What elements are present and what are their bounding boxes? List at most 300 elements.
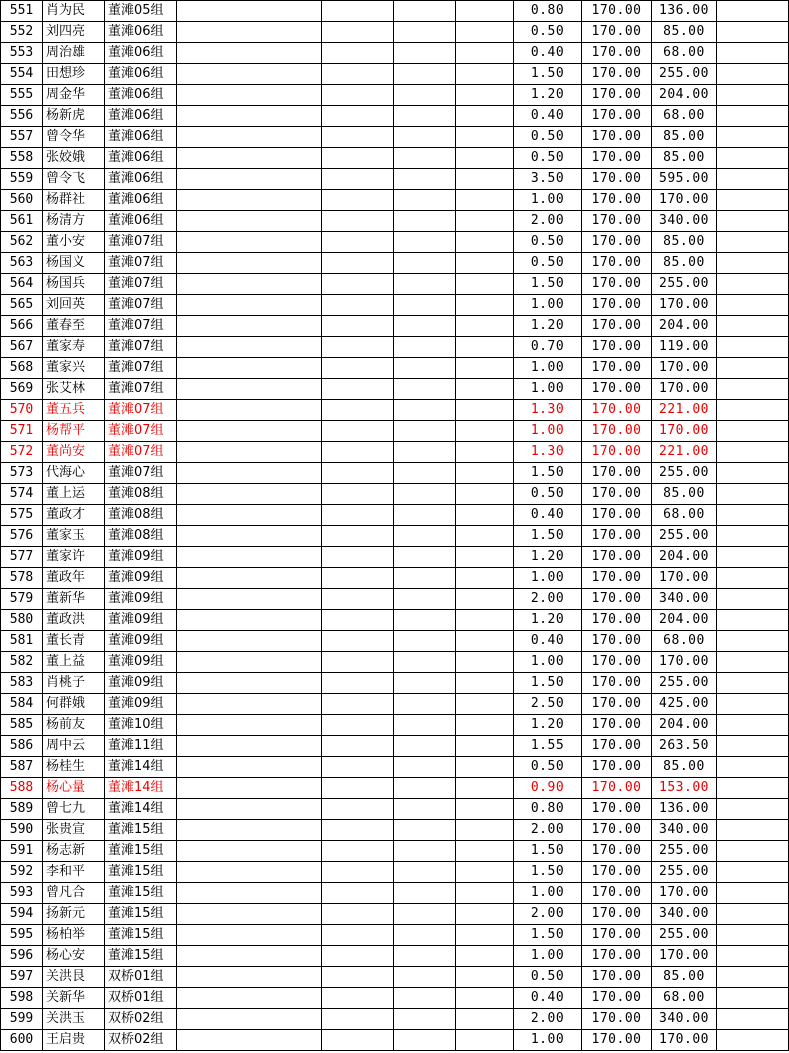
- row-number-cell[interactable]: 590: [1, 820, 43, 841]
- empty-cell[interactable]: [717, 421, 789, 442]
- amount-cell[interactable]: 170.00: [652, 652, 717, 673]
- name-cell[interactable]: 李和平: [43, 862, 105, 883]
- amount-cell[interactable]: 68.00: [652, 631, 717, 652]
- name-cell[interactable]: 杨心安: [43, 946, 105, 967]
- row-number-cell[interactable]: 599: [1, 1009, 43, 1030]
- rate-cell[interactable]: 170.00: [582, 127, 652, 148]
- name-cell[interactable]: 杨柏举: [43, 925, 105, 946]
- empty-cell[interactable]: [717, 610, 789, 631]
- empty-cell[interactable]: [456, 904, 514, 925]
- group-cell[interactable]: 董滩08组: [105, 505, 177, 526]
- rate-cell[interactable]: 170.00: [582, 400, 652, 421]
- amount-cell[interactable]: 170.00: [652, 295, 717, 316]
- empty-cell[interactable]: [177, 211, 322, 232]
- area-cell[interactable]: 1.20: [514, 316, 582, 337]
- name-cell[interactable]: 杨前友: [43, 715, 105, 736]
- row-number-cell[interactable]: 562: [1, 232, 43, 253]
- empty-cell[interactable]: [456, 883, 514, 904]
- row-number-cell[interactable]: 594: [1, 904, 43, 925]
- rate-cell[interactable]: 170.00: [582, 1030, 652, 1051]
- area-cell[interactable]: 2.50: [514, 694, 582, 715]
- rate-cell[interactable]: 170.00: [582, 106, 652, 127]
- empty-cell[interactable]: [177, 400, 322, 421]
- empty-cell[interactable]: [394, 1, 456, 22]
- empty-cell[interactable]: [177, 778, 322, 799]
- area-cell[interactable]: 0.50: [514, 253, 582, 274]
- empty-cell[interactable]: [717, 631, 789, 652]
- empty-cell[interactable]: [322, 841, 394, 862]
- amount-cell[interactable]: 170.00: [652, 358, 717, 379]
- name-cell[interactable]: 王启贵: [43, 1030, 105, 1051]
- group-cell[interactable]: 董滩15组: [105, 841, 177, 862]
- name-cell[interactable]: 肖桃子: [43, 673, 105, 694]
- area-cell[interactable]: 1.00: [514, 946, 582, 967]
- rate-cell[interactable]: 170.00: [582, 1, 652, 22]
- empty-cell[interactable]: [394, 967, 456, 988]
- area-cell[interactable]: 0.50: [514, 127, 582, 148]
- empty-cell[interactable]: [322, 694, 394, 715]
- group-cell[interactable]: 董滩07组: [105, 379, 177, 400]
- amount-cell[interactable]: 340.00: [652, 589, 717, 610]
- empty-cell[interactable]: [717, 43, 789, 64]
- amount-cell[interactable]: 170.00: [652, 946, 717, 967]
- area-cell[interactable]: 1.50: [514, 673, 582, 694]
- empty-cell[interactable]: [177, 421, 322, 442]
- rate-cell[interactable]: 170.00: [582, 379, 652, 400]
- rate-cell[interactable]: 170.00: [582, 652, 652, 673]
- empty-cell[interactable]: [177, 106, 322, 127]
- rate-cell[interactable]: 170.00: [582, 358, 652, 379]
- name-cell[interactable]: 扬新元: [43, 904, 105, 925]
- area-cell[interactable]: 1.30: [514, 442, 582, 463]
- empty-cell[interactable]: [456, 610, 514, 631]
- area-cell[interactable]: 1.00: [514, 358, 582, 379]
- area-cell[interactable]: 2.00: [514, 211, 582, 232]
- empty-cell[interactable]: [717, 904, 789, 925]
- name-cell[interactable]: 杨新虎: [43, 106, 105, 127]
- amount-cell[interactable]: 255.00: [652, 463, 717, 484]
- group-cell[interactable]: 董滩07组: [105, 442, 177, 463]
- row-number-cell[interactable]: 553: [1, 43, 43, 64]
- amount-cell[interactable]: 595.00: [652, 169, 717, 190]
- empty-cell[interactable]: [322, 169, 394, 190]
- empty-cell[interactable]: [394, 337, 456, 358]
- empty-cell[interactable]: [394, 484, 456, 505]
- group-cell[interactable]: 董滩07组: [105, 295, 177, 316]
- empty-cell[interactable]: [456, 190, 514, 211]
- amount-cell[interactable]: 255.00: [652, 274, 717, 295]
- row-number-cell[interactable]: 564: [1, 274, 43, 295]
- name-cell[interactable]: 杨志新: [43, 841, 105, 862]
- empty-cell[interactable]: [394, 505, 456, 526]
- empty-cell[interactable]: [717, 379, 789, 400]
- empty-cell[interactable]: [177, 736, 322, 757]
- empty-cell[interactable]: [717, 505, 789, 526]
- empty-cell[interactable]: [322, 484, 394, 505]
- empty-cell[interactable]: [177, 925, 322, 946]
- rate-cell[interactable]: 170.00: [582, 295, 652, 316]
- area-cell[interactable]: 1.50: [514, 64, 582, 85]
- empty-cell[interactable]: [177, 967, 322, 988]
- empty-cell[interactable]: [322, 1009, 394, 1030]
- area-cell[interactable]: 0.50: [514, 232, 582, 253]
- empty-cell[interactable]: [177, 22, 322, 43]
- empty-cell[interactable]: [717, 169, 789, 190]
- name-cell[interactable]: 张艾林: [43, 379, 105, 400]
- empty-cell[interactable]: [717, 694, 789, 715]
- group-cell[interactable]: 董滩15组: [105, 946, 177, 967]
- empty-cell[interactable]: [322, 85, 394, 106]
- empty-cell[interactable]: [177, 337, 322, 358]
- group-cell[interactable]: 董滩06组: [105, 127, 177, 148]
- amount-cell[interactable]: 85.00: [652, 148, 717, 169]
- empty-cell[interactable]: [456, 148, 514, 169]
- group-cell[interactable]: 双桥02组: [105, 1030, 177, 1051]
- amount-cell[interactable]: 68.00: [652, 988, 717, 1009]
- rate-cell[interactable]: 170.00: [582, 736, 652, 757]
- empty-cell[interactable]: [177, 589, 322, 610]
- area-cell[interactable]: 0.40: [514, 43, 582, 64]
- empty-cell[interactable]: [394, 652, 456, 673]
- row-number-cell[interactable]: 598: [1, 988, 43, 1009]
- empty-cell[interactable]: [456, 841, 514, 862]
- area-cell[interactable]: 0.40: [514, 988, 582, 1009]
- group-cell[interactable]: 董滩06组: [105, 85, 177, 106]
- name-cell[interactable]: 董政才: [43, 505, 105, 526]
- area-cell[interactable]: 0.50: [514, 484, 582, 505]
- empty-cell[interactable]: [322, 400, 394, 421]
- empty-cell[interactable]: [456, 736, 514, 757]
- row-number-cell[interactable]: 575: [1, 505, 43, 526]
- empty-cell[interactable]: [394, 148, 456, 169]
- amount-cell[interactable]: 340.00: [652, 1009, 717, 1030]
- empty-cell[interactable]: [456, 925, 514, 946]
- empty-cell[interactable]: [394, 169, 456, 190]
- empty-cell[interactable]: [717, 64, 789, 85]
- empty-cell[interactable]: [322, 547, 394, 568]
- empty-cell[interactable]: [717, 757, 789, 778]
- area-cell[interactable]: 2.00: [514, 589, 582, 610]
- group-cell[interactable]: 董滩09组: [105, 694, 177, 715]
- empty-cell[interactable]: [456, 799, 514, 820]
- empty-cell[interactable]: [717, 967, 789, 988]
- empty-cell[interactable]: [322, 715, 394, 736]
- name-cell[interactable]: 曾令华: [43, 127, 105, 148]
- row-number-cell[interactable]: 563: [1, 253, 43, 274]
- rate-cell[interactable]: 170.00: [582, 337, 652, 358]
- empty-cell[interactable]: [456, 1, 514, 22]
- name-cell[interactable]: 杨清方: [43, 211, 105, 232]
- row-number-cell[interactable]: 596: [1, 946, 43, 967]
- amount-cell[interactable]: 255.00: [652, 526, 717, 547]
- area-cell[interactable]: 3.50: [514, 169, 582, 190]
- empty-cell[interactable]: [322, 274, 394, 295]
- empty-cell[interactable]: [394, 568, 456, 589]
- row-number-cell[interactable]: 589: [1, 799, 43, 820]
- empty-cell[interactable]: [456, 232, 514, 253]
- empty-cell[interactable]: [394, 421, 456, 442]
- empty-cell[interactable]: [177, 43, 322, 64]
- amount-cell[interactable]: 204.00: [652, 85, 717, 106]
- amount-cell[interactable]: 85.00: [652, 127, 717, 148]
- group-cell[interactable]: 双桥01组: [105, 967, 177, 988]
- area-cell[interactable]: 1.50: [514, 925, 582, 946]
- group-cell[interactable]: 董滩07组: [105, 274, 177, 295]
- area-cell[interactable]: 0.40: [514, 631, 582, 652]
- area-cell[interactable]: 0.70: [514, 337, 582, 358]
- empty-cell[interactable]: [456, 379, 514, 400]
- empty-cell[interactable]: [456, 988, 514, 1009]
- rate-cell[interactable]: 170.00: [582, 988, 652, 1009]
- empty-cell[interactable]: [717, 568, 789, 589]
- empty-cell[interactable]: [177, 295, 322, 316]
- empty-cell[interactable]: [394, 883, 456, 904]
- row-number-cell[interactable]: 568: [1, 358, 43, 379]
- amount-cell[interactable]: 425.00: [652, 694, 717, 715]
- amount-cell[interactable]: 68.00: [652, 106, 717, 127]
- rate-cell[interactable]: 170.00: [582, 610, 652, 631]
- empty-cell[interactable]: [322, 106, 394, 127]
- amount-cell[interactable]: 68.00: [652, 43, 717, 64]
- rate-cell[interactable]: 170.00: [582, 862, 652, 883]
- empty-cell[interactable]: [322, 862, 394, 883]
- rate-cell[interactable]: 170.00: [582, 967, 652, 988]
- empty-cell[interactable]: [177, 820, 322, 841]
- empty-cell[interactable]: [456, 316, 514, 337]
- empty-cell[interactable]: [322, 799, 394, 820]
- empty-cell[interactable]: [456, 778, 514, 799]
- amount-cell[interactable]: 255.00: [652, 925, 717, 946]
- empty-cell[interactable]: [177, 169, 322, 190]
- empty-cell[interactable]: [456, 442, 514, 463]
- empty-cell[interactable]: [394, 526, 456, 547]
- empty-cell[interactable]: [717, 778, 789, 799]
- name-cell[interactable]: 杨桂生: [43, 757, 105, 778]
- empty-cell[interactable]: [717, 85, 789, 106]
- amount-cell[interactable]: 170.00: [652, 421, 717, 442]
- group-cell[interactable]: 董滩15组: [105, 883, 177, 904]
- rate-cell[interactable]: 170.00: [582, 715, 652, 736]
- amount-cell[interactable]: 170.00: [652, 1030, 717, 1051]
- row-number-cell[interactable]: 600: [1, 1030, 43, 1051]
- empty-cell[interactable]: [717, 484, 789, 505]
- row-number-cell[interactable]: 588: [1, 778, 43, 799]
- empty-cell[interactable]: [394, 379, 456, 400]
- row-number-cell[interactable]: 591: [1, 841, 43, 862]
- amount-cell[interactable]: 340.00: [652, 211, 717, 232]
- row-number-cell[interactable]: 573: [1, 463, 43, 484]
- amount-cell[interactable]: 340.00: [652, 904, 717, 925]
- rate-cell[interactable]: 170.00: [582, 274, 652, 295]
- empty-cell[interactable]: [456, 64, 514, 85]
- area-cell[interactable]: 1.00: [514, 295, 582, 316]
- rate-cell[interactable]: 170.00: [582, 169, 652, 190]
- group-cell[interactable]: 董滩09组: [105, 652, 177, 673]
- rate-cell[interactable]: 170.00: [582, 757, 652, 778]
- row-number-cell[interactable]: 592: [1, 862, 43, 883]
- empty-cell[interactable]: [456, 253, 514, 274]
- rate-cell[interactable]: 170.00: [582, 547, 652, 568]
- empty-cell[interactable]: [456, 820, 514, 841]
- group-cell[interactable]: 双桥02组: [105, 1009, 177, 1030]
- empty-cell[interactable]: [717, 232, 789, 253]
- empty-cell[interactable]: [394, 253, 456, 274]
- group-cell[interactable]: 董滩05组: [105, 1, 177, 22]
- amount-cell[interactable]: 170.00: [652, 190, 717, 211]
- amount-cell[interactable]: 170.00: [652, 568, 717, 589]
- empty-cell[interactable]: [177, 379, 322, 400]
- empty-cell[interactable]: [322, 736, 394, 757]
- amount-cell[interactable]: 85.00: [652, 484, 717, 505]
- empty-cell[interactable]: [177, 358, 322, 379]
- name-cell[interactable]: 董政洪: [43, 610, 105, 631]
- row-number-cell[interactable]: 572: [1, 442, 43, 463]
- area-cell[interactable]: 0.50: [514, 757, 582, 778]
- area-cell[interactable]: 0.50: [514, 967, 582, 988]
- group-cell[interactable]: 董滩07组: [105, 337, 177, 358]
- empty-cell[interactable]: [322, 883, 394, 904]
- rate-cell[interactable]: 170.00: [582, 211, 652, 232]
- empty-cell[interactable]: [394, 988, 456, 1009]
- empty-cell[interactable]: [177, 799, 322, 820]
- group-cell[interactable]: 董滩11组: [105, 736, 177, 757]
- area-cell[interactable]: 1.20: [514, 85, 582, 106]
- empty-cell[interactable]: [177, 463, 322, 484]
- empty-cell[interactable]: [394, 694, 456, 715]
- area-cell[interactable]: 1.50: [514, 274, 582, 295]
- rate-cell[interactable]: 170.00: [582, 925, 652, 946]
- amount-cell[interactable]: 204.00: [652, 316, 717, 337]
- empty-cell[interactable]: [177, 316, 322, 337]
- amount-cell[interactable]: 263.50: [652, 736, 717, 757]
- empty-cell[interactable]: [394, 400, 456, 421]
- name-cell[interactable]: 张姣娥: [43, 148, 105, 169]
- row-number-cell[interactable]: 556: [1, 106, 43, 127]
- empty-cell[interactable]: [717, 883, 789, 904]
- empty-cell[interactable]: [177, 1009, 322, 1030]
- amount-cell[interactable]: 255.00: [652, 64, 717, 85]
- name-cell[interactable]: 关洪玉: [43, 1009, 105, 1030]
- row-number-cell[interactable]: 557: [1, 127, 43, 148]
- name-cell[interactable]: 周中云: [43, 736, 105, 757]
- amount-cell[interactable]: 204.00: [652, 610, 717, 631]
- empty-cell[interactable]: [456, 484, 514, 505]
- empty-cell[interactable]: [717, 1009, 789, 1030]
- row-number-cell[interactable]: 552: [1, 22, 43, 43]
- empty-cell[interactable]: [177, 862, 322, 883]
- empty-cell[interactable]: [322, 610, 394, 631]
- amount-cell[interactable]: 221.00: [652, 400, 717, 421]
- area-cell[interactable]: 1.00: [514, 379, 582, 400]
- rate-cell[interactable]: 170.00: [582, 22, 652, 43]
- row-number-cell[interactable]: 582: [1, 652, 43, 673]
- empty-cell[interactable]: [394, 610, 456, 631]
- rate-cell[interactable]: 170.00: [582, 778, 652, 799]
- empty-cell[interactable]: [456, 337, 514, 358]
- row-number-cell[interactable]: 555: [1, 85, 43, 106]
- row-number-cell[interactable]: 559: [1, 169, 43, 190]
- empty-cell[interactable]: [177, 232, 322, 253]
- area-cell[interactable]: 2.00: [514, 820, 582, 841]
- amount-cell[interactable]: 221.00: [652, 442, 717, 463]
- area-cell[interactable]: 0.50: [514, 148, 582, 169]
- rate-cell[interactable]: 170.00: [582, 904, 652, 925]
- empty-cell[interactable]: [322, 904, 394, 925]
- empty-cell[interactable]: [177, 841, 322, 862]
- area-cell[interactable]: 1.50: [514, 862, 582, 883]
- empty-cell[interactable]: [322, 652, 394, 673]
- empty-cell[interactable]: [717, 673, 789, 694]
- amount-cell[interactable]: 255.00: [652, 673, 717, 694]
- name-cell[interactable]: 董家寿: [43, 337, 105, 358]
- name-cell[interactable]: 董尚安: [43, 442, 105, 463]
- amount-cell[interactable]: 170.00: [652, 379, 717, 400]
- area-cell[interactable]: 1.20: [514, 715, 582, 736]
- group-cell[interactable]: 董滩15组: [105, 862, 177, 883]
- area-cell[interactable]: 0.40: [514, 505, 582, 526]
- empty-cell[interactable]: [717, 22, 789, 43]
- empty-cell[interactable]: [394, 820, 456, 841]
- empty-cell[interactable]: [456, 568, 514, 589]
- empty-cell[interactable]: [177, 883, 322, 904]
- rate-cell[interactable]: 170.00: [582, 799, 652, 820]
- empty-cell[interactable]: [456, 526, 514, 547]
- empty-cell[interactable]: [717, 589, 789, 610]
- rate-cell[interactable]: 170.00: [582, 673, 652, 694]
- group-cell[interactable]: 董滩09组: [105, 610, 177, 631]
- group-cell[interactable]: 董滩06组: [105, 106, 177, 127]
- rate-cell[interactable]: 170.00: [582, 232, 652, 253]
- amount-cell[interactable]: 153.00: [652, 778, 717, 799]
- empty-cell[interactable]: [322, 190, 394, 211]
- group-cell[interactable]: 董滩09组: [105, 673, 177, 694]
- empty-cell[interactable]: [177, 1, 322, 22]
- empty-cell[interactable]: [717, 358, 789, 379]
- empty-cell[interactable]: [456, 757, 514, 778]
- empty-cell[interactable]: [322, 988, 394, 1009]
- empty-cell[interactable]: [456, 1030, 514, 1051]
- empty-cell[interactable]: [177, 484, 322, 505]
- empty-cell[interactable]: [394, 673, 456, 694]
- empty-cell[interactable]: [717, 400, 789, 421]
- rate-cell[interactable]: 170.00: [582, 190, 652, 211]
- empty-cell[interactable]: [456, 43, 514, 64]
- rate-cell[interactable]: 170.00: [582, 421, 652, 442]
- empty-cell[interactable]: [717, 316, 789, 337]
- empty-cell[interactable]: [322, 463, 394, 484]
- empty-cell[interactable]: [177, 946, 322, 967]
- empty-cell[interactable]: [322, 22, 394, 43]
- empty-cell[interactable]: [177, 505, 322, 526]
- empty-cell[interactable]: [177, 631, 322, 652]
- empty-cell[interactable]: [394, 799, 456, 820]
- row-number-cell[interactable]: 579: [1, 589, 43, 610]
- group-cell[interactable]: 董滩07组: [105, 463, 177, 484]
- empty-cell[interactable]: [717, 715, 789, 736]
- amount-cell[interactable]: 340.00: [652, 820, 717, 841]
- empty-cell[interactable]: [456, 652, 514, 673]
- name-cell[interactable]: 肖为民: [43, 1, 105, 22]
- group-cell[interactable]: 双桥01组: [105, 988, 177, 1009]
- empty-cell[interactable]: [456, 127, 514, 148]
- rate-cell[interactable]: 170.00: [582, 526, 652, 547]
- empty-cell[interactable]: [717, 736, 789, 757]
- empty-cell[interactable]: [322, 127, 394, 148]
- amount-cell[interactable]: 68.00: [652, 505, 717, 526]
- empty-cell[interactable]: [456, 169, 514, 190]
- empty-cell[interactable]: [717, 1030, 789, 1051]
- empty-cell[interactable]: [394, 946, 456, 967]
